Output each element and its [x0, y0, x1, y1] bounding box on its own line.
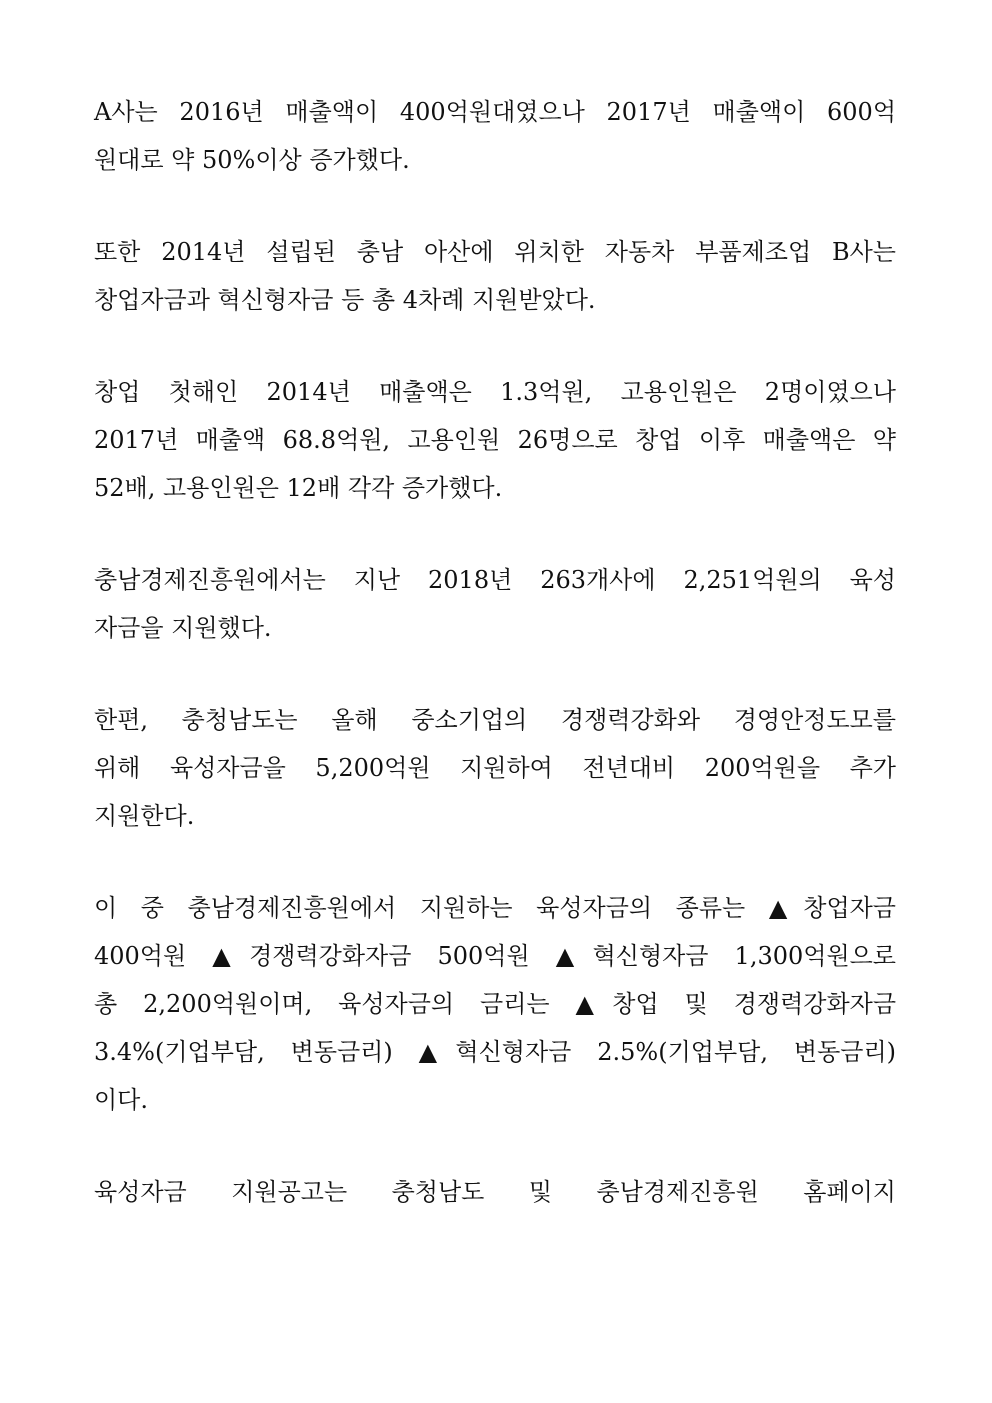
paragraph-line: 52배, 고용인원은 12배 각각 증가했다.	[94, 474, 503, 502]
paragraph-2	[94, 228, 896, 324]
paragraph-line: 이 중 충남경제진흥원에서 지원하는 육성자금의 종류는 ▲창업자금	[94, 894, 896, 922]
article-body	[94, 88, 896, 1260]
paragraph-line: 충남경제진흥원에서는 지난 2018년 263개사에 2,251억원의 육성	[94, 566, 896, 594]
paragraph-line: 이다.	[94, 1086, 148, 1114]
paragraph-line: 2017년 매출액 68.8억원, 고용인원 26명으로 창업 이후 매출액은 약	[94, 426, 896, 454]
paragraph-line: 3.4%(기업부담, 변동금리) ▲혁신형자금 2.5%(기업부담, 변동금리)	[94, 1038, 896, 1066]
paragraph-line: 한편, 충청남도는 올해 중소기업의 경쟁력강화와 경영안정도모를	[94, 706, 896, 734]
paragraph-line: 육성자금 지원공고는 충청남도 및 충남경제진흥원 홈페이지	[94, 1178, 896, 1206]
paragraph-line: 창업 첫해인 2014년 매출액은 1.3억원, 고용인원은 2명이였으나	[94, 378, 896, 406]
paragraph-line: 지원한다.	[94, 802, 195, 830]
paragraph-line: 또한 2014년 설립된 충남 아산에 위치한 자동차 부품제조업 B사는	[94, 238, 896, 266]
paragraph-6	[94, 884, 896, 1124]
paragraph-7	[94, 1168, 896, 1216]
paragraph-3	[94, 368, 896, 512]
paragraph-line: 위해 육성자금을 5,200억원 지원하여 전년대비 200억원을 추가	[94, 754, 896, 782]
paragraph-line: A사는 2016년 매출액이 400억원대였으나 2017년 매출액이 600억	[94, 98, 896, 126]
paragraph-line: 창업자금과 혁신형자금 등 총 4차례 지원받았다.	[94, 286, 596, 314]
paragraph-4	[94, 556, 896, 652]
paragraph-line: 원대로 약 50%이상 증가했다.	[94, 146, 410, 174]
paragraph-line: 총 2,200억원이며, 육성자금의 금리는 ▲창업 및 경쟁력강화자금	[94, 990, 896, 1018]
paragraph-1	[94, 88, 896, 184]
paragraph-5	[94, 696, 896, 840]
paragraph-line: 자금을 지원했다.	[94, 614, 272, 642]
paragraph-line: 400억원 ▲경쟁력강화자금 500억원 ▲혁신형자금 1,300억원으로	[94, 942, 896, 970]
